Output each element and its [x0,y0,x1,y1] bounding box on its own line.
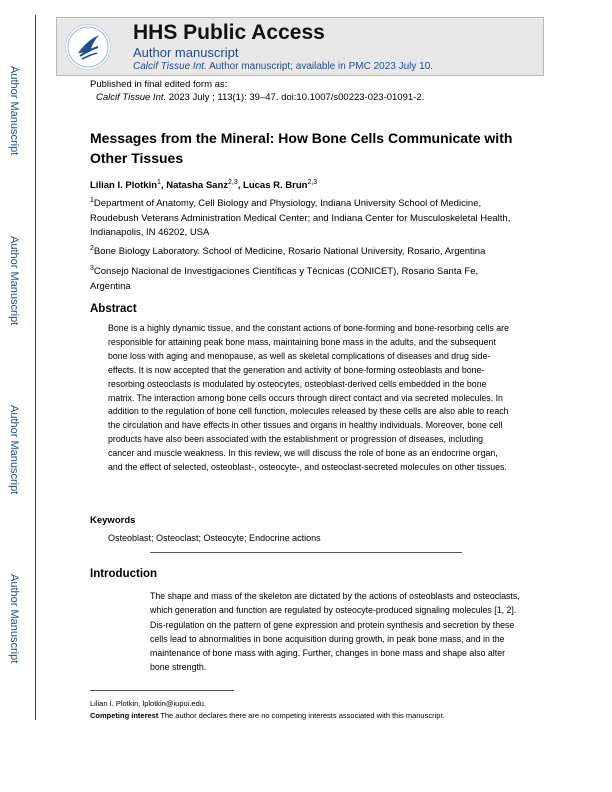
journal-availability: Calcif Tissue Int. Author manuscript; available in PMC 2023 July 10. [133,61,434,72]
author-name: Lucas R. Brun [243,180,308,192]
author-manuscript-label: Author Manuscript [8,405,20,495]
affiliation: $^1$Department of Anatomy, Cell Biology and Physiology, Indiana University School of Medicine, Roudebush Veterans Administration Medical Center; and Indiana Center for Musculoskeletal Health, Indianapolis, IN 46202, USA [90,197,511,239]
hhs-title: HHS Public Access [133,21,325,44]
abstract-heading: Abstract [90,303,137,315]
introduction-text: The shape and mass of the skeleton are dictated by the actions of osteoblasts and osteoclasts, which generation and function are regulated by osteocyte-produced signaling molecules [1, 2]. Dis-regulation on the pattern of gene expression and protein synthesis and secretion by these cells lead to abnormalities in bone acquisition during growth, in peak bone mass, and in the maintenance of bone mass with aging. Further, changes in bone mass and shape also alter bone strength. [150,591,520,673]
citation: Calcif Tissue Int. 2023 July ; 113(1): 39–47. doi:10.1007/s00223-023-01091-2. [96,92,425,103]
abstract-text: Bone is a highly dynamic tissue, and the constant actions of bone-forming and bone-resorbing cells are responsible for attaining peak bone mass, maintaining bone mass in the adults, and the subsequent bone loss with aging and menopause, as well as skeletal complications of diseases and drug side-effects. It is now accepted that the generation and activity of bone-forming osteoblasts and bone-resorbing osteoclasts is modulated by osteocytes, osteoblast-derived cells embedded in the bone matrix. The interaction among bone cells occurs through direct contact and via secreted molecules. In addition to the regulation of bone cell function, molecules released by these cells are also able to reach the circulation and have effects in other tissues and organs in healthy individuals. Moreover, bone cell products have also been associated with the establishment or progression of diseases, including cancer and muscle weakness. In this review, we will discuss the role of bone as an endocrine organ, and the effect of selected, osteoblast-, osteocyte-, and osteoclast-secreted molecules on other tissues. [108,323,509,473]
hhs-eagle-logo-icon [65,24,111,70]
affiliation: $^2$Bone Biology Laboratory. School of Medicine, Rosario National University, Rosario, Argentina [90,245,486,258]
author-manuscript-label: Author Manuscript [8,66,20,156]
published-note: Published in final edited form as: [90,79,228,90]
author-manuscript-label: Author Manuscript [8,574,20,664]
section-divider [150,552,462,553]
manuscript-type: Author manuscript [133,45,239,60]
article-title: Messages from the Mineral: How Bone Cells Communicate with Other Tissues [90,130,513,166]
introduction-heading: Introduction [90,568,158,580]
author-manuscript-label: Author Manuscript [8,236,20,326]
author-name: Natasha Sanz [166,180,229,192]
corresponding-author: Lilian I. Plotkin, lplotkin@iupui.edu. [90,699,207,708]
hhs-header [56,17,544,76]
footnote-divider [90,690,234,691]
keywords-heading: Keywords [90,515,136,526]
margin-rule [35,15,36,720]
author-list: Lilian I. Plotkin$^1$, Natasha Sanz$^{2,3}$, Lucas R. Brun$^{2,3}$ [90,179,318,192]
keywords-text: Osteoblast; Osteoclast; Osteocyte; Endocrine actions [108,533,321,543]
competing-interest: Competing interest The author declares there are no competing interests associated with this manuscript. [90,711,445,720]
author-name: Lilian I. Plotkin [90,180,158,192]
affiliation: $^3$Consejo Nacional de Investigaciones Científicas y Técnicas (CONICET), Rosario Santa Fe, Argentina [90,265,479,292]
